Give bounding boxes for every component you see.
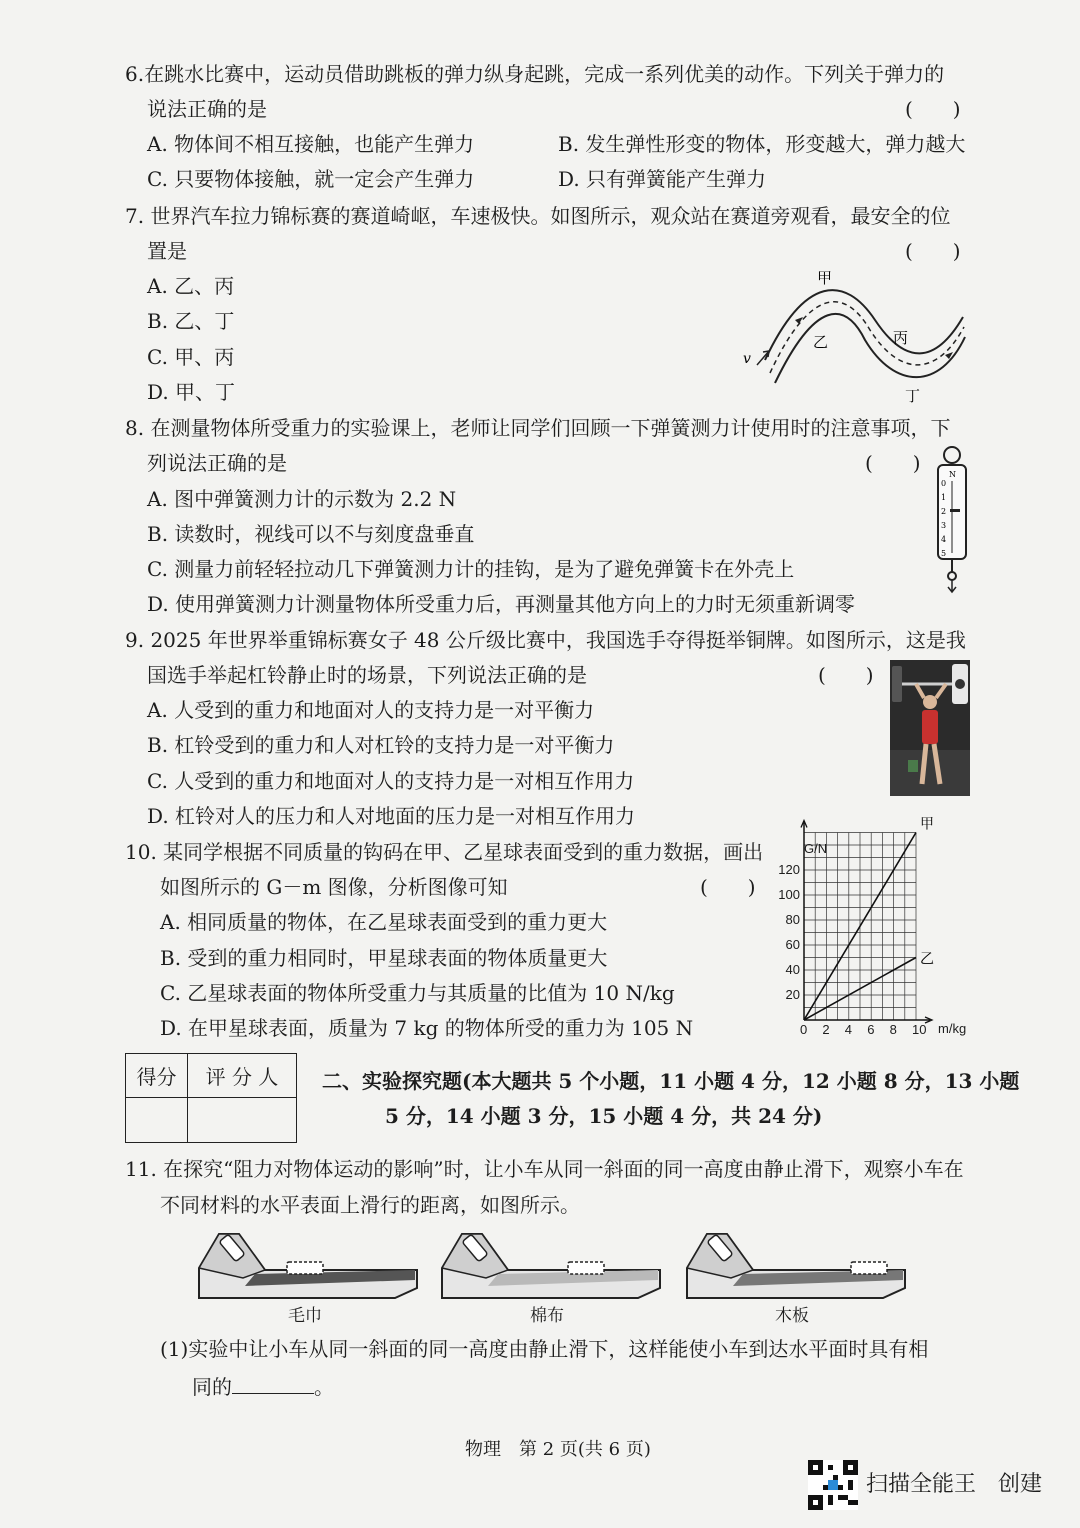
y-tick-label: 40 [785,962,800,977]
qr-code-icon [808,1460,858,1510]
q11-stem: 11. 在探究“阻力对物体运动的影响”时，让小车从同一斜面的同一高度由静止滑下，观察小车在 [125,1157,964,1181]
q8-stem-cont: 列说法正确的是 [147,451,287,475]
car-path [770,302,964,373]
svg-text:2: 2 [941,507,947,516]
svg-text:5: 5 [941,549,947,558]
q10-answer-paren: ( ) [700,875,756,899]
label-v: v [743,351,751,367]
svg-text:3: 3 [941,521,947,530]
q9-stem: 9. 2025 年世界举重锦标赛女子 48 公斤级比赛中，我国选手夺得挺举铜牌。如图所示，这是我 [125,628,966,652]
cart-icon [287,1262,323,1274]
score-box [125,1053,297,1143]
fig-label-towel: 毛巾 [288,1306,322,1326]
y-tick-label: 100 [778,887,800,902]
q6-stem-cont: 说法正确的是 [147,97,267,121]
x-tick-label: 6 [867,1022,875,1037]
cart-icon [851,1262,887,1274]
x-tick-label: 0 [800,1022,808,1037]
label-bing: 丙 [893,329,909,347]
label-ding: 丁 [905,387,921,405]
q8-option-d: D. 使用弹簧测力计测量物体所受重力后，再测量其他方向上的力时无须重新调零 [147,592,856,616]
fig-label-cotton: 棉布 [530,1306,564,1326]
incline-figure-wood [683,1228,908,1303]
score-cell[interactable] [126,1098,188,1143]
q6-stem: 6.在跳水比赛中，运动员借助跳板的弹力纵身起跳，完成一系列优美的动作。下列关于弹力的 [125,62,945,86]
q7-stem-cont: 置是 [147,239,187,263]
chart-xlabel: m/kg [938,1021,967,1036]
q6-answer-paren: ( ) [905,97,961,121]
q8-option-c: C. 测量力前轻轻拉动几下弹簧测力计的挂钩，是为了避免弹簧卡在外壳上 [147,557,795,581]
y-tick-label: 80 [785,912,800,927]
q6-option-d: D. 只有弹簧能产生弹力 [558,167,767,191]
q9-stem-cont: 国选手举起杠铃静止时的场景，下列说法正确的是 [147,663,587,687]
section2-title-cont: 5 分，14 小题 3 分，15 小题 4 分，共 24 分) [385,1104,823,1128]
x-tick-label: 4 [844,1022,853,1037]
q9-answer-paren: ( ) [818,663,874,687]
barbell-plate-left [892,666,902,702]
incline-figure-cotton [438,1228,663,1303]
g-m-chart [770,816,980,1040]
page-footer: 物理 第 2 页(共 6 页) [465,1439,651,1460]
q7-option-d: D. 甲、丁 [147,380,236,404]
spring-scale-figure [928,445,976,595]
score-label: 得分 [126,1054,188,1098]
scale-hook-ring [948,572,956,580]
q10-stem-cont: 如图所示的 G－m 图像，分析图像可知 [160,875,508,899]
q11-answer-blank[interactable] [232,1373,314,1394]
q9-option-d: D. 杠铃对人的压力和人对地面的压力是一对相互作用力 [147,804,636,828]
q7-option-b: B. 乙、丁 [147,309,235,333]
q11-sub1-cont [192,1373,334,1401]
q9-option-a: A. 人受到的重力和地面对人的支持力是一对平衡力 [147,698,595,722]
svg-text:0: 0 [941,479,947,488]
q10-option-d: D. 在甲星球表面，质量为 7 kg 的物体所受的重力为 105 N [160,1016,694,1040]
series-label-乙: 乙 [920,951,934,968]
q7-option-a: A. 乙、丙 [147,274,235,298]
velocity-arrow-icon [757,351,769,365]
q10-option-b: B. 受到的重力相同时，甲星球表面的物体质量更大 [160,946,608,970]
cart-icon [568,1262,604,1274]
y-tick-label: 120 [778,862,800,877]
scale-hook-icon [948,580,956,592]
svg-text:1: 1 [941,493,947,502]
x-tick-label: 2 [822,1022,830,1037]
q6-option-c: C. 只要物体接触，就一定会产生弹力 [147,167,475,191]
q11-stem-cont: 不同材料的水平表面上滑行的距离，如图所示。 [160,1193,580,1217]
x-tick-label: 8 [889,1022,897,1037]
q6-option-a: A. 物体间不相互接触，也能产生弹力 [147,132,475,156]
y-tick-label: 20 [785,987,800,1002]
grader-label: 评 分 人 [187,1054,296,1098]
q6-option-b: B. 发生弹性形变的物体，形变越大，弹力越大 [558,132,966,156]
q8-answer-paren: ( ) [865,451,921,475]
q10-stem: 10. 某同学根据不同质量的钩码在甲、乙星球表面受到的重力数据，画出 [125,840,764,864]
fig-label-wood: 木板 [775,1306,809,1326]
series-label-甲: 甲 [920,816,934,833]
track-outer-edge [765,290,963,360]
scale-top-ring [944,447,960,463]
q9-option-b: B. 杠铃受到的重力和人对杠铃的支持力是一对平衡力 [147,733,615,757]
chart-ylabel: G/N [804,841,828,856]
lifter-body [922,710,938,744]
section2-title: 二、实验探究题(本大题共 5 个小题，11 小题 4 分，12 小题 8 分，13 小题 [322,1069,1020,1093]
chart-tick-labels [778,862,926,1037]
label-jia: 甲 [817,269,833,287]
q11-sub1: (1)实验中让小车从同一斜面的同一高度由静止滑下，这样能使小车到达水平面时具有相 [160,1337,929,1361]
y-tick-label: 60 [785,937,800,952]
q9-option-c: C. 人受到的重力和地面对人的支持力是一对相互作用力 [147,769,635,793]
q7-answer-paren: ( ) [905,239,961,263]
q11-sub1-pre: 同的 [192,1375,232,1399]
q11-sub1-post: 。 [314,1375,334,1399]
grader-cell[interactable] [187,1098,296,1143]
q10-option-a: A. 相同质量的物体，在乙星球表面受到的重力更大 [160,910,608,934]
q8-stem: 8. 在测量物体所受重力的实验课上，老师让同学们回顾一下弹簧测力计使用时的注意事项，下 [125,416,951,440]
q8-option-a: A. 图中弹簧测力计的示数为 2.2 N [147,487,457,511]
x-tick-label: 10 [912,1022,927,1037]
race-track-figure [735,265,975,405]
q10-option-c: C. 乙星球表面的物体所受重力与其质量的比值为 10 N/kg [160,981,675,1005]
q8-option-b: B. 读数时，视线可以不与刻度盘垂直 [147,522,475,546]
label-yi: 乙 [813,333,829,351]
incline-figure-towel [195,1228,420,1303]
scanner-label: 扫描全能王 创建 [866,1471,1043,1496]
svg-text:4: 4 [941,535,947,544]
weightlifter-photo [890,660,970,796]
q7-option-c: C. 甲、丙 [147,345,235,369]
q7-stem: 7. 世界汽车拉力锦标赛的赛道崎岖，车速极快。如图所示，观众站在赛道旁观看，最安全的位 [125,204,951,228]
scale-unit: N [949,470,956,479]
scale-pointer [950,509,960,512]
